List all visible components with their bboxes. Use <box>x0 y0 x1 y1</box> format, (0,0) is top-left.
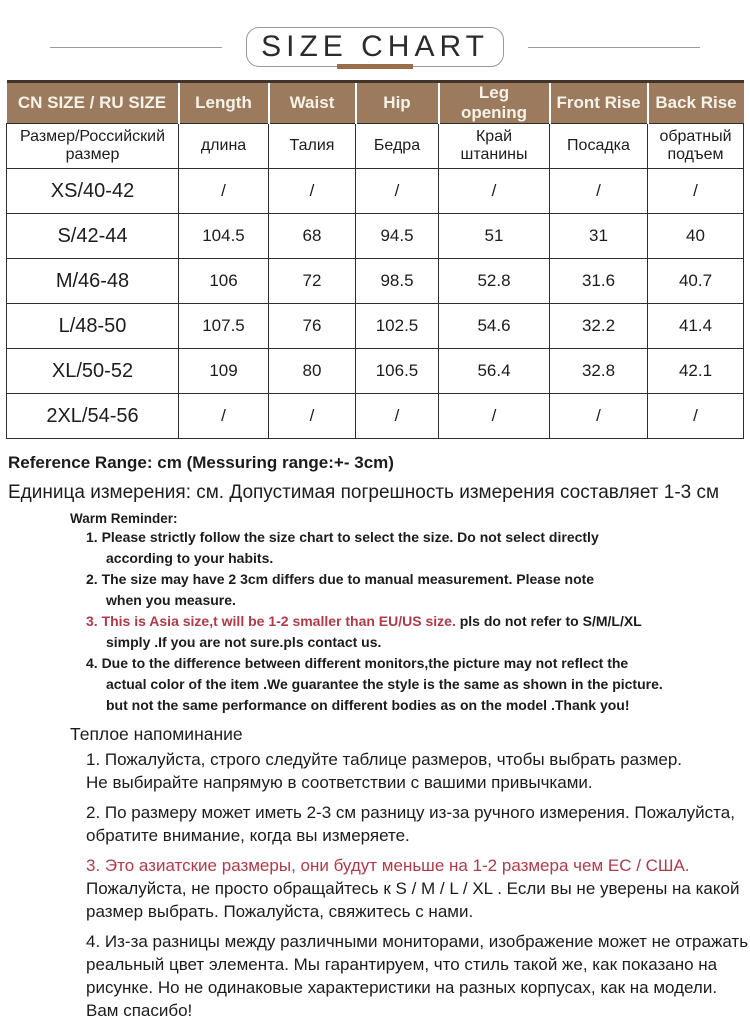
measurement-value: 76 <box>269 304 356 349</box>
column-header: Front Rise <box>550 82 648 124</box>
table-row <box>7 304 744 349</box>
note-text: 2. По размеру может иметь 2-3 см разницу из-за ручного измерения. Пожалуйста, <box>86 803 735 822</box>
note-line <box>86 953 750 976</box>
column-header-ru: Посадка <box>550 124 648 169</box>
column-header-ru: Размер/Российский размер <box>7 124 179 169</box>
measurement-value: 32.8 <box>550 349 648 394</box>
measurement-value: 80 <box>269 349 356 394</box>
page-title: SIZE CHART <box>261 30 489 63</box>
warm-reminder-list-ru <box>86 748 750 1022</box>
measurement-value: / <box>439 169 550 214</box>
measurement-value: / <box>550 169 648 214</box>
measurement-value: 106.5 <box>356 349 439 394</box>
note-text: Пожалуйста, не просто обращайтесь к S / M / L / XL . Если вы не уверены на какой <box>86 879 740 898</box>
note-line <box>86 801 750 824</box>
note-item <box>86 611 750 653</box>
warm-reminder-title-en: Warm Reminder: <box>70 511 178 526</box>
decorative-line-right <box>528 47 700 48</box>
column-header-ru: Бедра <box>356 124 439 169</box>
column-header: Waist <box>269 82 356 124</box>
size-label: XL/50-52 <box>7 349 179 394</box>
note-item <box>86 569 750 611</box>
reference-range-en: Reference Range: cm (Messuring range:+- 3cm) <box>8 453 394 472</box>
note-item <box>86 527 750 569</box>
note-item <box>86 653 750 716</box>
column-header: Length <box>179 82 269 124</box>
measurement-value: 41.4 <box>648 304 744 349</box>
note-text: 2. The size may have 2 3cm differs due to manual measurement. Please note <box>86 571 595 587</box>
note-line <box>86 877 750 900</box>
note-item <box>86 854 750 923</box>
note-line <box>86 900 750 923</box>
note-line <box>86 590 750 611</box>
measurement-value: 72 <box>269 259 356 304</box>
note-text: реальный цвет элемента. Мы гарантируем, что стиль такой же, как показано на <box>86 955 718 974</box>
measurement-value: / <box>179 169 269 214</box>
column-header: Hip <box>356 82 439 124</box>
table-row <box>7 349 744 394</box>
column-header: Leg opening <box>439 82 550 124</box>
column-header-ru: длина <box>179 124 269 169</box>
note-item <box>86 930 750 1022</box>
size-label: 2XL/54-56 <box>7 394 179 439</box>
note-text: обратите внимание, когда вы измеряете. <box>86 826 410 845</box>
note-line <box>86 674 750 695</box>
measurement-value: 102.5 <box>356 304 439 349</box>
note-text: 1. Please strictly follow the size chart to select the size. Do not select directly <box>86 529 599 545</box>
note-text: simply .If you are not sure.pls contact us. <box>106 634 382 650</box>
warm-reminder-list-en <box>86 527 750 716</box>
column-header: Back Rise <box>648 82 744 124</box>
highlighted-text: 3. This is Asia size,t will be 1-2 smaller than EU/US size. <box>86 613 456 629</box>
measurement-value: 56.4 <box>439 349 550 394</box>
note-text: Не выбирайте напрямую в соответствии с вашими привычками. <box>86 773 593 792</box>
measurement-value: 31 <box>550 214 648 259</box>
reference-range-ru: Единица измерения: см. Допустимая погрешность измерения составляет 1-3 см <box>8 482 720 503</box>
table-header-row-en <box>7 82 744 124</box>
notes-section <box>8 453 750 1022</box>
measurement-value: / <box>648 169 744 214</box>
measurement-value: 106 <box>179 259 269 304</box>
measurement-value: 109 <box>179 349 269 394</box>
measurement-value: 32.2 <box>550 304 648 349</box>
note-line <box>86 976 750 999</box>
note-line <box>86 824 750 847</box>
size-label: M/46-48 <box>7 259 179 304</box>
note-text: Вам спасибо! <box>86 1001 193 1020</box>
note-item <box>86 748 750 794</box>
highlighted-text: 3. Это азиатские размеры, они будут меньше на 1-2 размера чем ЕС / США. <box>86 856 690 875</box>
note-text: pls do not refer to S/M/L/XL <box>455 613 642 629</box>
note-text: but not the same performance on different bodies as on the model .Thank you! <box>106 697 630 713</box>
size-label: L/48-50 <box>7 304 179 349</box>
note-line <box>86 632 750 653</box>
note-line <box>86 653 750 674</box>
measurement-value: 98.5 <box>356 259 439 304</box>
note-line <box>86 548 750 569</box>
measurement-value: 52.8 <box>439 259 550 304</box>
table-row <box>7 169 744 214</box>
measurement-value: 68 <box>269 214 356 259</box>
note-text: размер выбрать. Пожалуйста, свяжитесь с нами. <box>86 902 474 921</box>
note-text: 4. Из-за разницы между различными мониторами, изображение может не отражать <box>86 932 749 951</box>
note-item <box>86 801 750 847</box>
measurement-value: 51 <box>439 214 550 259</box>
measurement-value: / <box>269 169 356 214</box>
size-chart-title-box <box>246 27 504 67</box>
column-header: CN SIZE / RU SIZE <box>7 82 179 124</box>
note-text: according to your habits. <box>106 550 274 566</box>
decorative-line-left <box>50 47 222 48</box>
note-line <box>86 771 750 794</box>
note-line <box>86 748 750 771</box>
note-line <box>86 695 750 716</box>
measurement-value: 54.6 <box>439 304 550 349</box>
measurement-value: / <box>356 169 439 214</box>
note-line <box>86 999 750 1022</box>
measurement-value: / <box>356 394 439 439</box>
size-label: S/42-44 <box>7 214 179 259</box>
table-row <box>7 394 744 439</box>
note-line <box>86 930 750 953</box>
note-text: 1. Пожалуйста, строго следуйте таблице размеров, чтобы выбрать размер. <box>86 750 683 769</box>
column-header-ru: Край штанины <box>439 124 550 169</box>
title-underline <box>337 64 413 69</box>
note-line <box>86 527 750 548</box>
note-text: when you measure. <box>106 592 236 608</box>
title-section <box>0 27 750 67</box>
note-text: 4. Due to the difference between different monitors,the picture may not reflect the <box>86 655 629 671</box>
measurement-value: 31.6 <box>550 259 648 304</box>
note-line <box>86 569 750 590</box>
table-row <box>7 214 744 259</box>
note-text: рисунке. Но не одинаковые характеристики на разных корпусах, как на модели. <box>86 978 718 997</box>
size-chart-table <box>6 80 744 439</box>
note-line <box>86 611 750 632</box>
measurement-value: 40.7 <box>648 259 744 304</box>
measurement-value: / <box>269 394 356 439</box>
measurement-value: 94.5 <box>356 214 439 259</box>
measurement-value: / <box>179 394 269 439</box>
measurement-value: / <box>439 394 550 439</box>
measurement-value: 40 <box>648 214 744 259</box>
note-text: actual color of the item .We guarantee the style is the same as shown in the picture. <box>106 676 663 692</box>
note-line <box>86 854 750 877</box>
measurement-value: / <box>648 394 744 439</box>
table-row <box>7 259 744 304</box>
measurement-value: 42.1 <box>648 349 744 394</box>
warm-reminder-title-ru: Теплое напоминание <box>70 724 243 744</box>
column-header-ru: обратный подъем <box>648 124 744 169</box>
column-header-ru: Талия <box>269 124 356 169</box>
size-label: XS/40-42 <box>7 169 179 214</box>
measurement-value: 107.5 <box>179 304 269 349</box>
measurement-value: / <box>550 394 648 439</box>
measurement-value: 104.5 <box>179 214 269 259</box>
table-header-row-ru <box>7 124 744 169</box>
